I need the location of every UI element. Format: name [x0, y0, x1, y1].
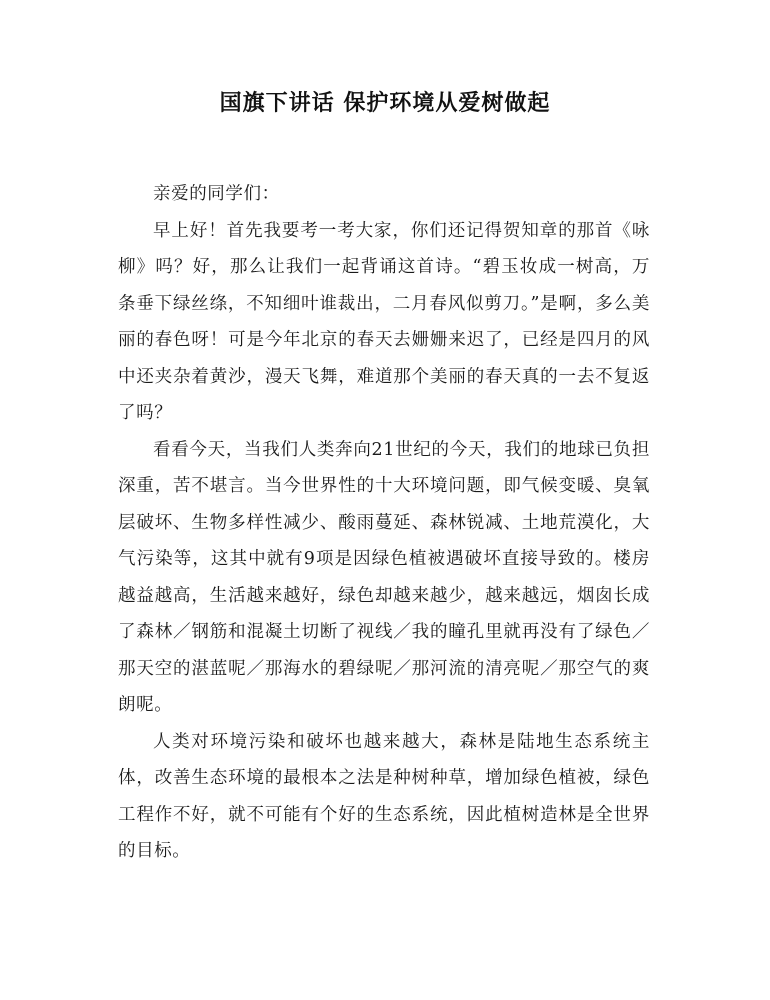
paragraph-1: 早上好！首先我要考一考大家，你们还记得贺知章的那首《咏柳》吗？好，那么让我们一起背诵这首诗。“碧玉妆成一树高，万条垂下绿丝绦，不知细叶谁裁出，二月春风似剪刀。”是啊，多么美丽的春色呀！可是今年北京的春天去姗姗来迟了，已经是四月的风中还夹杂着黄沙，漫天飞舞，难道那个美丽的春天真的一去不复返了吗？ [118, 220, 650, 423]
document-body [118, 176, 650, 870]
paragraph-3: 人类对环境污染和破坏也越来越大，森林是陆地生态系统主体，改善生态环境的最根本之法是种树种草，增加绿色植被，绿色工程作不好，就不可能有个好的生态系统，因此植树造林是全世界的目标。 [118, 731, 650, 861]
document-title: 国旗下讲话 保护环境从爱树做起 [219, 91, 551, 116]
salutation: 亲爱的同学们： [153, 184, 280, 204]
paragraph-2: 看看今天，当我们人类奔向21世纪的今天，我们的地球已负担深重，苦不堪言。当今世界性的十大环境问题，即气候变暖、臭氧层破坏、生物多样性减少、酸雨蔓延、森林锐减、土地荒漠化，大气污染等，这其中就有9项是因绿色植被遇破坏直接导致的。楼房越益越高，生活越来越好，绿色却越来越少，越来越远，烟囱长成了森林／钢筋和混凝土切断了视线／我的瞳孔里就再没有了绿色／那天空的湛蓝呢／那海水的碧绿呢／那河流的清亮呢／那空气的爽朗呢。 [118, 439, 650, 715]
